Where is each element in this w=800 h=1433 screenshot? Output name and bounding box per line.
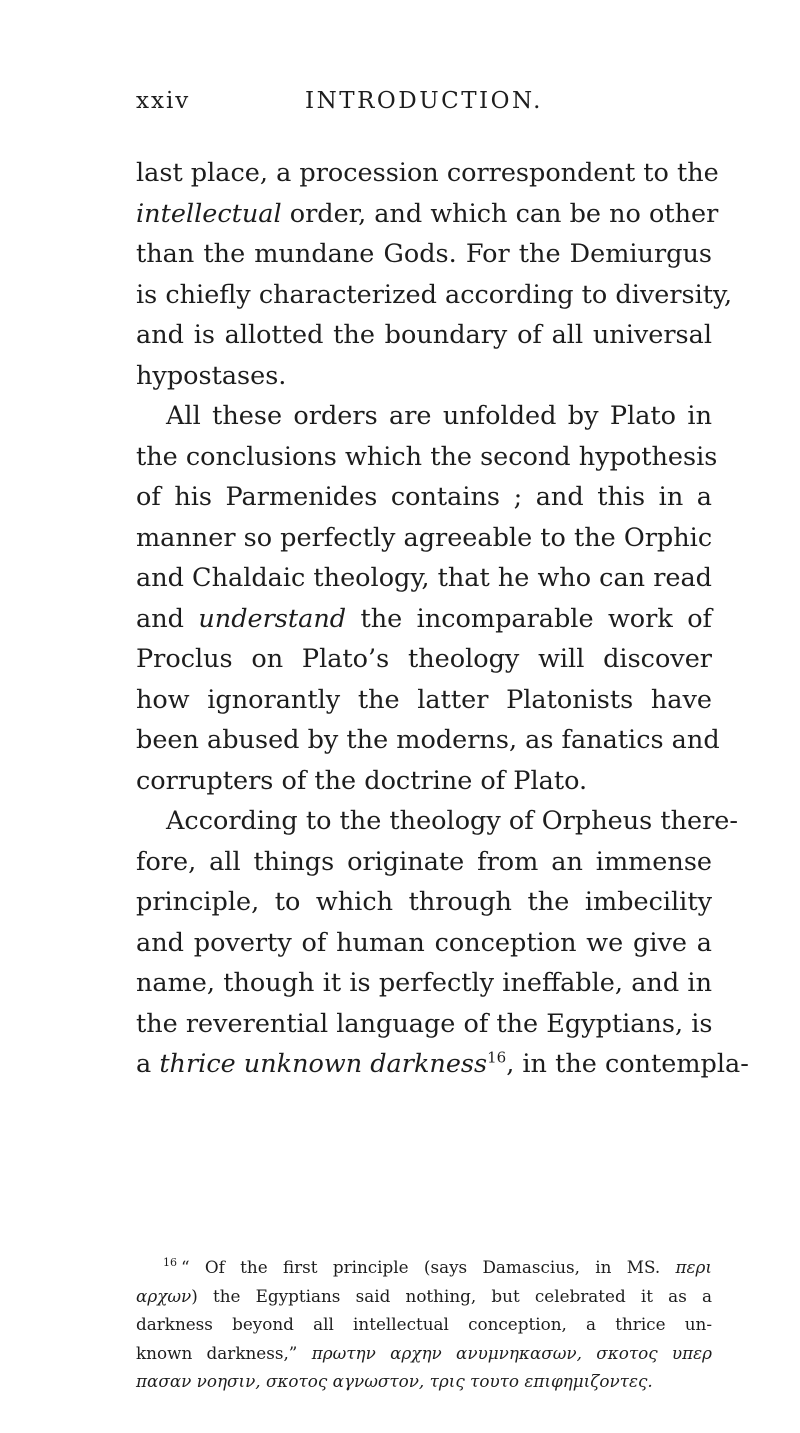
text-line: how ignorantly the latter Platonists have <box>136 684 712 715</box>
text-line: the reverential language of the Egyptians, is <box>136 1008 713 1039</box>
greek-text: πασαν νοησιν, σκοτος αγνωστον, τρις τουτο επιφημιζοντες. <box>136 1371 653 1391</box>
text-line <box>136 599 712 640</box>
text-line: than the mundane Gods. For the Demiurgus <box>136 239 712 269</box>
page-number: xxiv <box>136 88 191 114</box>
footnote-number: 16 <box>163 1256 177 1270</box>
greek-text: αρχων <box>136 1285 192 1306</box>
footnote-line <box>136 1367 712 1396</box>
italic-phrase: intellectual <box>136 198 282 229</box>
text-line: Proclus on Plato’s theology will discover <box>136 644 712 674</box>
text-span: a <box>136 1049 160 1079</box>
footnote-line <box>136 1253 712 1282</box>
footnote <box>136 1253 712 1396</box>
footnote-line <box>136 1282 712 1311</box>
text-line: last place, a procession correspondent to the <box>136 158 719 188</box>
italic-phrase: thrice unknown darkness <box>159 1049 488 1079</box>
text-line: and poverty of human conception we give a <box>136 927 712 958</box>
footnote-line <box>136 1339 712 1368</box>
italic-phrase: understand <box>198 603 347 634</box>
text-span: and <box>136 603 199 634</box>
text-line: manner so perfectly agreeable to the Orphic <box>136 522 713 553</box>
greek-text: πρωτην αρχην ανυμνηκασων, σκοτος υπερ <box>311 1342 713 1363</box>
text-span: ) the Egyptians said nothing, but celebrated it as a <box>191 1285 712 1306</box>
text-span: order, and which can be no other <box>281 198 719 229</box>
text-line: All these orders are unfolded by Plato in <box>166 401 712 431</box>
text-line: and Chaldaic theology, that he who can read <box>136 563 712 593</box>
text-line: According to the theology of Orpheus there- <box>166 806 738 836</box>
text-line: fore, all things originate from an immense <box>136 846 712 877</box>
footnote-reference[interactable]: 16 <box>487 1048 507 1067</box>
text-span: known darkness,” <box>136 1342 312 1363</box>
text-line <box>136 1044 749 1085</box>
footnote-line: darkness beyond all intellectual conception, a thrice un- <box>136 1314 712 1334</box>
body-text <box>136 153 749 1085</box>
text-line: and is allotted the boundary of all universal <box>136 320 712 350</box>
text-line: principle, to which through the imbecility <box>136 887 712 917</box>
greek-text: περι <box>675 1257 712 1277</box>
running-head <box>136 84 712 124</box>
text-span: the incomparable work of <box>346 603 712 634</box>
text-line: the conclusions which the second hypothesis <box>136 441 718 472</box>
text-line: been abused by the moderns, as fanatics and <box>136 725 720 755</box>
text-line: of his Parmenides contains ; and this in a <box>136 482 712 512</box>
text-span: “ Of the first principle (says Damascius, in MS. <box>181 1257 676 1277</box>
text-line: hypostases. <box>136 360 287 391</box>
text-line: name, though it is perfectly ineffable, and in <box>136 968 712 998</box>
text-line: corrupters of the doctrine of Plato. <box>136 765 588 796</box>
text-line: is chiefly characterized according to diversity, <box>136 279 733 310</box>
text-span: , in the contempla- <box>506 1049 749 1079</box>
text-line <box>136 194 719 235</box>
running-title: INTRODUCTION. <box>305 88 543 114</box>
